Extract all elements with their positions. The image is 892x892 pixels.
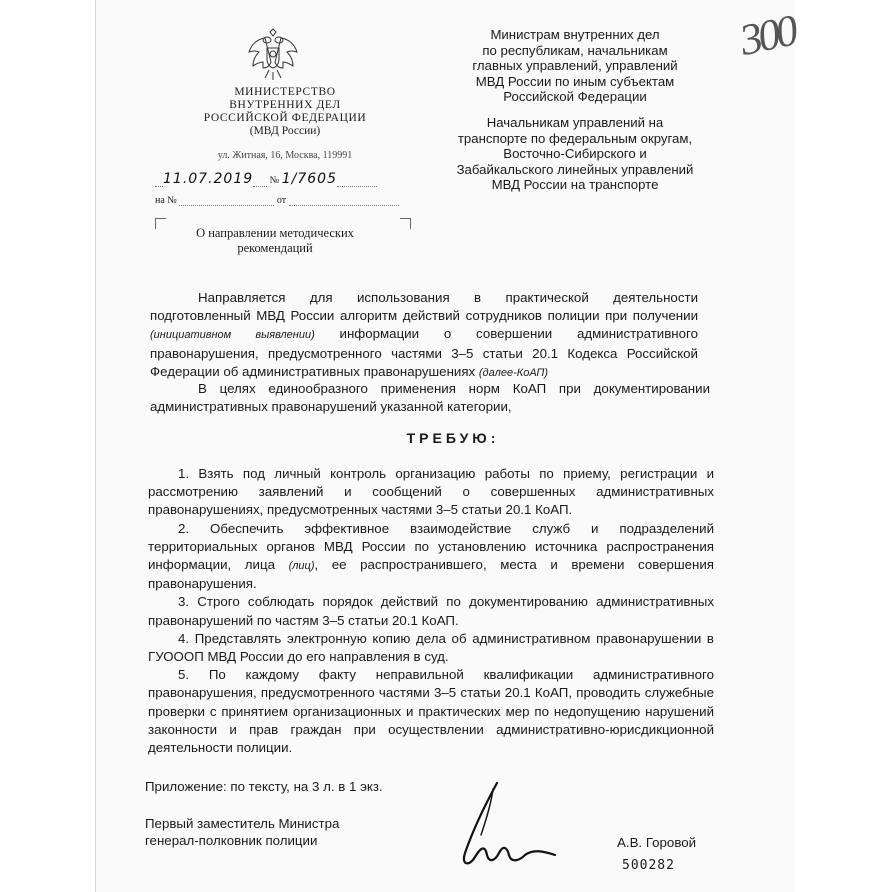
paragraph-1: Направляется для использования в практической деятельности подготовленный МВД России алгоритм действий сотрудников полиции при получении (инициативном выявлении) информации о совершении административного правонарушения, предусмотренного частями 3–5 статьи 20.1 Кодекса Российской Федерации об административных правонарушениях (далее-КоАП) [150, 290, 698, 379]
document-subject [175, 226, 375, 256]
subject-line1: О направлении методических [196, 226, 354, 240]
addressee-group-1: Министрам внутренних дел по республикам, начальникам главных управлений, управлений МВД России по иным субъектам Российской Федерации [472, 27, 678, 105]
ministry-name-line3: РОССИЙСКОЙ ФЕДЕРАЦИИ [203, 112, 367, 124]
document-date: 11.07.2019 [163, 171, 254, 187]
handwritten-signature [425, 775, 575, 875]
signatory-name: А.В. Горовой [617, 835, 697, 850]
subject-corner-right [400, 218, 411, 229]
coat-of-arms-emblem [245, 28, 301, 84]
document-serial-number: 500282 [622, 858, 675, 873]
subject-line2: рекомендаций [237, 241, 313, 255]
reference-date-label: от [276, 195, 287, 206]
signatory-rank: генерал-полковник полиции [145, 833, 318, 848]
ministry-abbreviation: (МВД России) [249, 125, 321, 137]
annex-note: Приложение: по тексту, на 3 л. в 1 экз. [145, 779, 383, 794]
paragraph-2: В целях единообразного применения норм КоАП при документировании административных правонарушений указанной категории, [150, 381, 710, 415]
demand-item-1: 1. Взять под личный контроль организацию работы по приему, регистрации и рассмотрению заявлений и сообщений о совершенных административных правонарушениях, предусмотренных частями 3–5 статьи 20.1 КоАП. [148, 466, 714, 518]
ministry-name-line2: ВНУТРЕННИХ ДЕЛ [229, 99, 341, 111]
signatory-position: Первый заместитель Министра [145, 816, 340, 831]
ministry-address: ул. Житная, 16, Москва, 119991 [217, 150, 353, 161]
outgoing-number-line [155, 171, 415, 187]
ministry-name-line1: МИНИСТЕРСТВО [234, 86, 336, 98]
addressee-block [425, 27, 725, 203]
demand-items [148, 465, 714, 757]
page-edge [95, 0, 96, 892]
subject-corner-left [155, 218, 166, 229]
handwritten-margin-note: 300 [735, 5, 799, 66]
demand-item-4: 4. Представлять электронную копию дела об административном правонарушении в ГУОООП МВД России до его направления в суд. [148, 630, 714, 665]
demand-item-5: 5. По каждому факту неправильной квалификации административного правонарушения, предусмотренного частями 3–5 статьи 20.1 КоАП, проводить служебные проверки с принятием организационных и практических мер по недопущению нарушений законности и прав граждан при осуществлении административно-юрисдикционной деятельности полиции. [148, 667, 714, 756]
demand-heading: ТРЕБУЮ: [406, 430, 500, 446]
number-prefix: № [269, 175, 280, 186]
addressee-group-2: Начальникам управлений на транспорте по федеральным округам, Восточно-Сибирского и Забайкальского линейных управлений МВД России на транспорте [456, 114, 694, 193]
reference-number-prefix: на № [155, 195, 177, 206]
signatory-title [145, 815, 405, 849]
ministry-header [150, 86, 420, 138]
demand-item-2: 2. Обеспечить эффективное взаимодействие служб и подразделений территориальных органов МВД России по установлению источника распространения информации, лица (лиц), ее распространившего, места и времени совершения правонарушения. [148, 520, 714, 592]
document-number: 1/7605 [281, 171, 337, 187]
reference-number-line [155, 193, 415, 206]
demand-item-3: 3. Строго соблюдать порядок действий по документированию административных правонарушений по частям 3–5 статьи 20.1 КоАП. [148, 594, 714, 628]
